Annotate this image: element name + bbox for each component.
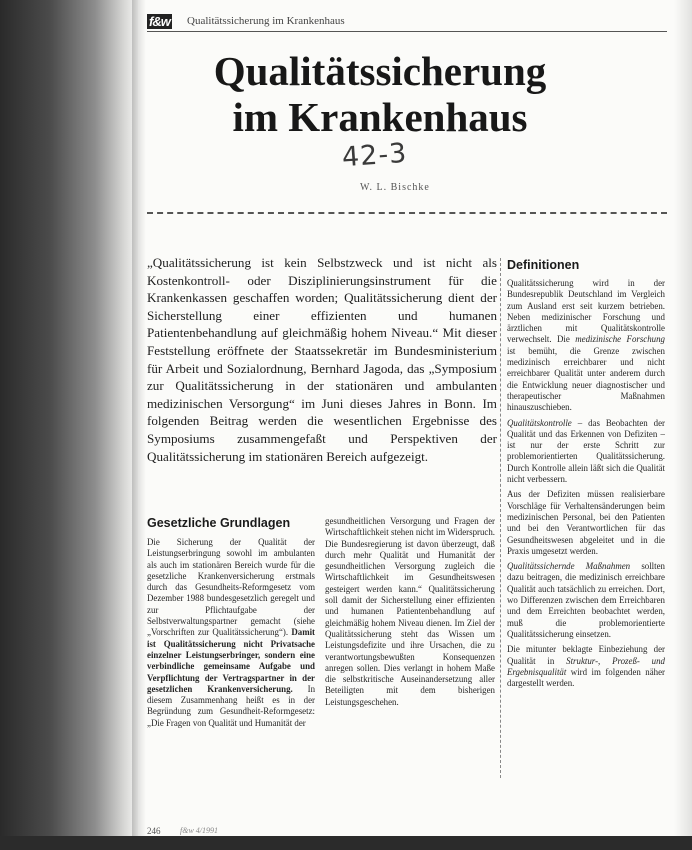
lead-paragraph: „Qualitätssicherung ist kein Selbstzweck und ist nicht als Kostenkontroll- oder Disziplinierungsinstrument für die Krankenkassen geschaffen worden; Qualitätssicherung dient der Sicherstellung einer effizienten und humanen Patientenbehandlung auf gleichmäßig hohem Niveau.“ Mit dieser Feststellung eröffnete der Staatssekretär im Bundesministerium für Arbeit und Sozialordnung, Bernhard Jagoda, das „Symposium zur Qualitätssicherung in der stationären und ambulanten medizinischen Versorgung“ im Juni dieses Jahres in Bonn. Im folgenden Beitrag werden die wesentlichen Ergebnisse des Symposiums zusammengefaßt und Perspektiven der Qualitätssicherung im stationären Bereich aufgezeigt. [147,255,497,464]
running-title: Qualitätssicherung im Krankenhaus [187,15,345,27]
text-run: wird im folgenden näher dargestellt werden. [507,666,665,689]
running-header [147,14,667,34]
text-run: Qualitätssicherung wird in der Bundesrepublik Deutschland im Vergleich zum Ausland erst seit kurzem betrieben. Neben medizinischer Forschung und ärztlichen mit Qualitätskontrolle verwechselt. Die [507,278,665,345]
scan-bottom-edge [0,836,692,850]
section-heading-definitionen: Definitionen [507,258,580,272]
journal-issue: f&w 4/1991 [180,826,219,835]
title-separator [147,212,667,214]
column-grundlagen-right [325,516,495,712]
journal-logo: f&w [149,14,170,29]
article-title [160,48,600,140]
italic-term: Qualitätssichernde Maßnahmen [507,561,631,572]
text-run: – das Beobachten der Qualität und das Erkennen von Defiziten – ist nur der erste Schritt zur problemorientierten Qualitätssicherung. Durch Kontrolle allein läßt sich die Qualität nicht verbessern. [507,417,665,485]
paragraph: Aus der Defiziten müssen realisierbare Vorschläge für Verhaltensänderungen beim medizinischen Personal, bei den Patienten und bei den Verantwortlichen für das Gesundheitswesen abgeleitet und in die Praxis umgesetzt werden. [507,489,665,556]
text-run: ist bemüht, die Grenze zwischen medizinisch erreichbarer und nicht erreichbarer Qualität unter anderem durch die Entwicklung neuer diagnostischer und therapeutischer Maßnahmen hinauszuschieben. [507,345,665,413]
column-divider [500,258,501,778]
paragraph [507,418,665,486]
paragraph: gesundheitlichen Versorgung und Fragen der Wirtschaftlichkeit stehen nicht im Widerspruch. Die Bundesregierung ist davon überzeugt, daß durch mehr Qualität und Humanität der gesundheitlichen Versorgung zugleich die Wirtschaftlichkeit im Gesundheitswesen gesteigert werden kann.“ Qualitätssicherung soll damit der Sicherstellung einer effizienten und humanen Patientenbehandlung auf gleichmäßig hohem Niveau dienen. Im Ziel der Qualitätssicherung steht das Wissen um Leistungsdefizite und ihre Ursachen, die zu verantwortungsbewußten Konsequenzen anregen sollen. Dies verlangt in hohem Maße die selbstkritische Auseinandersetzung aller Beteiligten mit dem bisherigen Leistungsgeschehen. [325,516,495,707]
book-binding-shadow [0,0,138,850]
column-grundlagen-left [147,537,315,733]
author-byline: W. L. Bischke [360,182,430,193]
paragraph [507,278,665,414]
column-definitionen [507,278,665,693]
handwritten-note: 42-3 [340,137,409,174]
page-edge-shadow [674,0,692,850]
text-run: Die Sicherung der Qualität der Leistungserbringung sowohl im ambulanten als auch im stationären Bereich wurde für die gesetzliche Krankenversicherung erstmals durch das Gesundheits-Reformgesetz vom Dezember 1988 bundesgesetzlich geregelt und zur Pflichtaufgabe der Selbstverwaltungspartner gemacht (siehe „Vorschriften zur Qualitätssicherung“). [147,537,315,638]
title-line-2: im Krankenhaus [232,94,528,140]
gutter-shadow [132,0,146,850]
header-rule [147,31,667,32]
page-number: 246 [147,826,161,836]
italic-term: Qualitätskontrolle [507,417,572,428]
section-heading-grundlagen: Gesetzliche Grundlagen [147,516,291,530]
paragraph [507,644,665,689]
italic-term: medizinische Forschung [575,334,665,345]
text-run: In diesem Zusammenhang heißt es in der Begründung zum Gesundheit-Reformgesetz: „Die Fragen von Qualität und Humanität der [147,683,316,728]
text-run: sollten dazu beitragen, die medizinisch erreichbare Qualität auch tatsächlich zu erreichen. Dort, wo Differenzen zwischen dem Erreichbaren und dem Erreichten beobachtet werden, muß die problemorientierte Qualitätssicherung einsetzen. [507,561,665,639]
paragraph [507,561,665,640]
paragraph [147,537,315,729]
italic-term: Struktur-, Prozeß- und Ergebnisqualität [507,655,665,677]
text-run: Die mitunter beklagte Einbeziehung der Qualität in [507,644,665,666]
bold-statement: Damit ist Qualitätssicherung nicht Privatsache einzelner Leistungserbringer, sondern eine verbindliche gemeinsame Aufgabe und Verpflichtung der Vertragspartner in der gesetzlichen Krankenversicherung. [147,627,316,694]
title-line-1: Qualitätssicherung [213,48,547,94]
